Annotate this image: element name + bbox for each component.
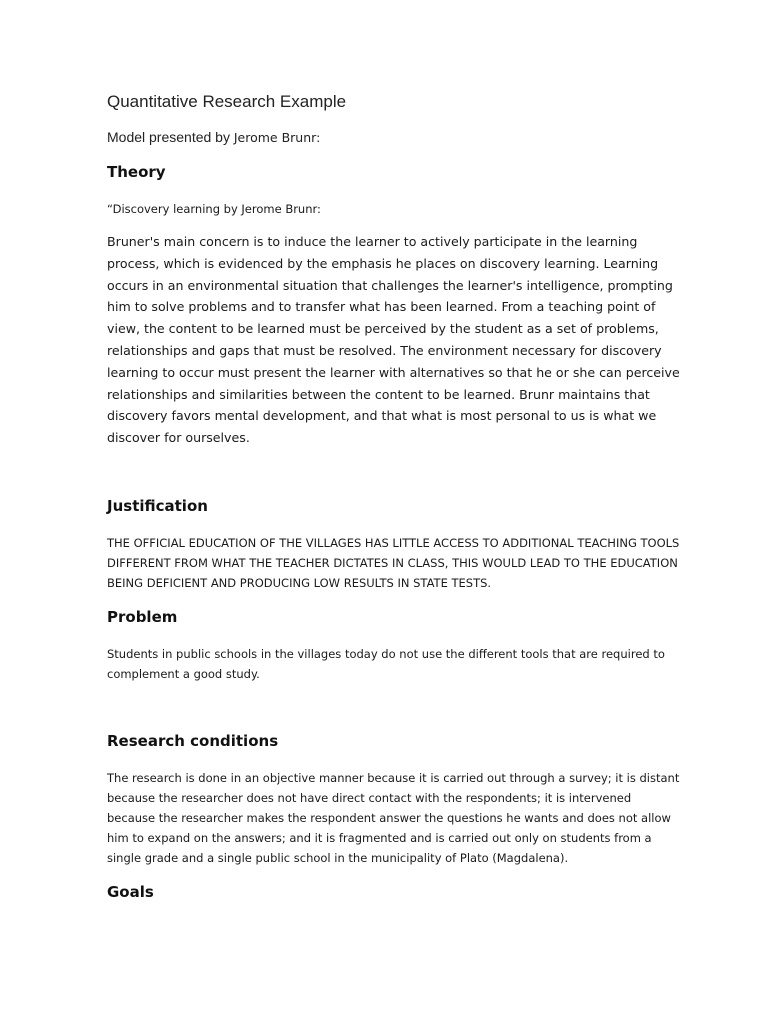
research-conditions-paragraph: [107, 768, 680, 868]
heading-problem: Problem: [107, 608, 178, 626]
paragraph-line: discovery favors mental development, and that what is most personal to us is what we: [107, 408, 657, 424]
paragraph-line: because the researcher does not have direct contact with the respondents; it is intervened: [107, 791, 632, 805]
paragraph-line: relationships and similarities between the content to be learned. Brunr maintains that: [107, 386, 650, 402]
heading-justification: Justification: [107, 497, 208, 515]
paragraph-line: him to expand on the answers; and it is fragmented and is carried out only on students from a: [107, 831, 652, 845]
paragraph-line: learning to occur must present the learner with alternatives so that he or she can perceive: [107, 364, 680, 380]
justification-paragraph: [107, 533, 680, 593]
paragraph-line: BEING DEFICIENT AND PRODUCING LOW RESULTS IN STATE TESTS.: [107, 576, 492, 590]
paragraph-line: discover for ourselves.: [107, 430, 250, 446]
paragraph-line: THE OFFICIAL EDUCATION OF THE VILLAGES HAS LITTLE ACCESS TO ADDITIONAL TEACHING TOOLS: [107, 536, 680, 550]
heading-goals: Goals: [107, 883, 154, 901]
paragraph-line: Students in public schools in the villages today do not use the different tools that are required to: [107, 647, 665, 661]
paragraph-line: occurs in an environmental situation that challenges the learner's intelligence, prompting: [107, 277, 673, 293]
document-title: Quantitative Research Example: [107, 92, 347, 111]
paragraph-line: because the researcher makes the respondent answer the questions he wants and does not allow: [107, 811, 671, 825]
theory-intro: “Discovery learning by Jerome Brunr:: [107, 202, 321, 216]
heading-theory: Theory: [107, 163, 166, 181]
document-subtitle: [107, 129, 320, 145]
subtitle-prefix: Model presented by: [107, 129, 230, 145]
paragraph-line: The research is done in an objective manner because it is carried out through a survey; it is distant: [107, 771, 680, 785]
paragraph-line: relationships and gaps that must be resolved. The environment necessary for discovery: [107, 342, 662, 358]
paragraph-line: process, which is evidenced by the emphasis he places on discovery learning. Learning: [107, 255, 659, 271]
problem-paragraph: [107, 644, 663, 684]
theory-paragraph: [107, 231, 680, 449]
paragraph-line: single grade and a single public school in the municipality of Plato (Magdalena).: [107, 851, 569, 865]
subtitle-author: Jerome Brunr:: [233, 130, 321, 145]
paragraph-line: Bruner's main concern is to induce the learner to actively participate in the learning: [107, 234, 638, 249]
heading-research-conditions: Research conditions: [107, 732, 279, 750]
paragraph-line: him to solve problems and to transfer what has been learned. From a teaching point of: [107, 299, 656, 315]
paragraph-line: DIFFERENT FROM WHAT THE TEACHER DICTATES IN CLASS, THIS WOULD LEAD TO THE EDUCATION: [107, 556, 678, 570]
paragraph-line: complement a good study.: [107, 667, 260, 681]
paragraph-line: view, the content to be learned must be perceived by the student as a set of problems,: [107, 321, 659, 337]
